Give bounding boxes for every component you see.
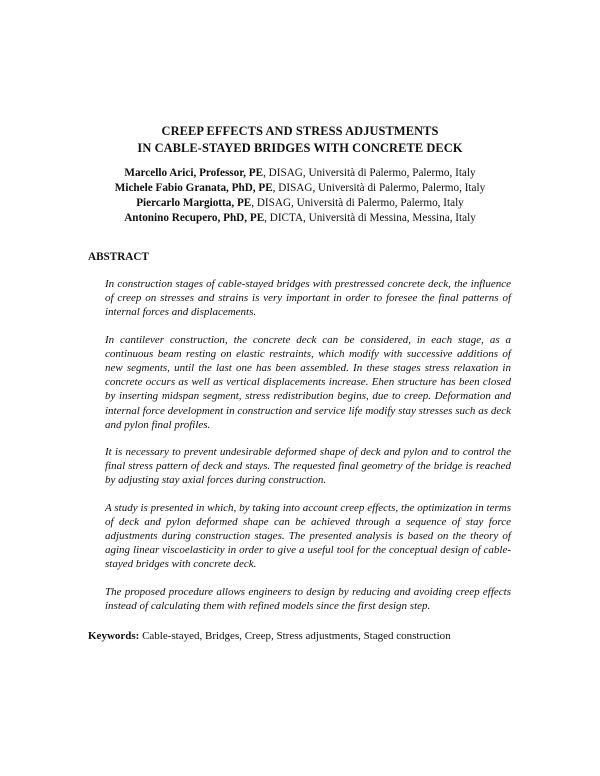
author-name: Marcello Arici (124, 167, 194, 179)
author-name: Piercarlo Margiotta (136, 197, 232, 209)
author-affiliation: , DISAG, Università di Palermo, Palermo, Italy (251, 197, 464, 209)
keywords-line (88, 629, 451, 643)
author-line (0, 166, 600, 181)
abstract-paragraph: In construction stages of cable-stayed bridges with prestressed concrete deck, the influence of creep on stresses and strains is very important in order to foresee the final patterns of internal forces and displacements. (105, 278, 511, 319)
abstract-paragraph: In cantilever construction, the concrete deck can be considered, in each stage, as a continuous beam resting on elastic restraints, which modify with successive additions of new segments, until the last one has been assembled. In these stages stress relaxation in concrete occurs as well as vertical displacements increase. Ehen structure has been closed by inserting midspan segment, stress redistribution begins, due to creep. Deformation and internal force development in construction and service life modify stay stresses such as deck and pylon final profiles. (105, 333, 511, 431)
author-name: Antonino Recupero (124, 212, 218, 224)
author-role: , PE (231, 197, 252, 209)
author-line (0, 181, 600, 196)
author-line (0, 211, 600, 226)
abstract-paragraph: A study is presented in which, by taking into account creep effects, the optimization in terms of deck and pylon deformed shape can be achieved through a sequence of stay force adjustments during construction stages. The presented analysis is based on the theory of aging linear viscoelasticity in order to give a useful tool for the conceptual design of cable-stayed bridges with concrete deck. (105, 501, 511, 571)
author-name: Michele Fabio Granata (114, 182, 227, 194)
author-list (0, 166, 600, 226)
author-role: , PhD, PE (226, 182, 273, 194)
author-affiliation: , DICTA, Università di Messina, Messina, Italy (264, 212, 476, 224)
author-affiliation: , DISAG, Università di Palermo, Palermo, Italy (263, 167, 476, 179)
title-line-2: IN CABLE-STAYED BRIDGES WITH CONCRETE DECK (137, 141, 463, 155)
abstract-heading: ABSTRACT (88, 251, 149, 263)
abstract-paragraph: The proposed procedure allows engineers to design by reducing and avoiding creep effects instead of calculating them with refined models since the first design step. (105, 585, 511, 612)
author-role: , Professor, PE (193, 167, 264, 179)
keywords-text: Cable-stayed, Bridges, Creep, Stress adjustments, Staged construction (139, 630, 451, 642)
author-affiliation: , DISAG, Università di Palermo, Palermo, Italy (272, 182, 486, 194)
title-line-1: CREEP EFFECTS AND STRESS ADJUSTMENTS (161, 124, 439, 138)
author-line (0, 196, 600, 211)
paper-title (0, 123, 600, 157)
abstract-paragraph: It is necessary to prevent undesirable deformed shape of deck and pylon and to control the final stress pattern of deck and stays. The requested final geometry of the bridge is reached by adjusting stay axial forces during construction. (105, 446, 511, 487)
author-role: , PhD, PE (217, 212, 265, 224)
abstract-body (105, 277, 511, 626)
keywords-label: Keywords: (88, 630, 140, 642)
